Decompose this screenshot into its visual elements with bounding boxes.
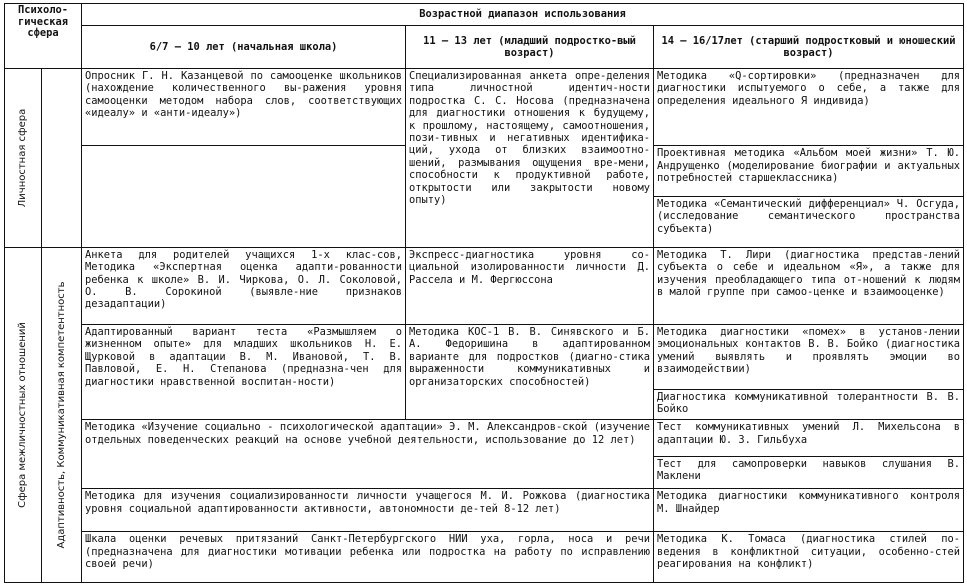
cell-inter-5-senior: Методика К. Томаса (диагностика стилей по-ведения в конфликтной ситуации, особенно-стей реагирования на конфликт): [654, 532, 964, 583]
subsphere-label-adaptivity: [42, 247, 82, 582]
methods-table: [4, 3, 964, 583]
cell-personal-primary-blank: [82, 146, 406, 248]
cell-personal-senior-1: Методика «Q-сортировки» (предназначен для диагностики испытуемого о себе, а также для определения идеального Я индивида): [654, 69, 964, 146]
header-col-junior-teen: 11 – 13 лет (младший подростко-вый возраст): [406, 26, 654, 69]
header-sphere: Психоло-гическая сфера: [5, 4, 82, 69]
sphere-label-interpersonal-text: Сфера межличностных отношений: [16, 321, 28, 508]
cell-inter-3-senior-2: Тест для самопроверки навыков слушания В. Маклени: [654, 456, 964, 489]
cell-personal-senior-3: Методика «Семантический дифференциал» Ч. Осгуда, (исследование семантического пространства субъекта): [654, 196, 964, 247]
sphere-label-interpersonal: [5, 247, 42, 582]
header-age-range: Возрастной диапазон использования: [82, 4, 964, 26]
cell-inter-1-primary: Анкета для родителей учащихся 1-х клас-сов, Методика «Экспертная оценка адапти-рованности ребенка к школе» В. И. Чиркова, О. Л. Соколовой, О. В. Сорокиной (выявле-ние признаков дезадаптации): [82, 247, 406, 324]
sphere-label-personal: [5, 69, 42, 248]
subsphere-label-adaptivity-text: Адаптивность, Коммуникативная компетентность: [55, 281, 67, 549]
cell-personal-primary: Опросник Г. Н. Казанцевой по самооценке школьников (нахождение количественного вы-ражения уровня самооценки методом набора слов, соответствующих «идеалу» и «анти-идеалу»): [82, 69, 406, 146]
cell-inter-4-primary-junior: Методика для изучения социализированности личности учащегося М. И. Рожкова (диагностика уровня социальной адаптированности активности, автономности де-тей 8-12 лет): [82, 489, 654, 532]
cell-personal-senior-2: Проективная методика «Альбом моей жизни» Т. Ю. Андрущенко (моделирование биографии и актуальных потребностей старшеклассника): [654, 146, 964, 197]
subsphere-blank-cell: [42, 69, 82, 248]
cell-inter-5-primary-junior: Шкала оценки речевых притязаний Санкт-Петербургского НИИ уха, горла, носа и речи (предназначена для диагностики мотивации ребенка или подростка на работу по исправлению своей речи): [82, 532, 654, 583]
cell-inter-2-primary: Адаптированный вариант теста «Размышляем о жизненном опыте» для младших школьников Н. Е. Щурковой в адаптации В. М. Ивановой, Т. В. Павловой, Е. Н. Степанова (предназна-чен для диагностики нравственной воспитан-ности): [82, 324, 406, 419]
methods-table-sheet: [4, 3, 963, 583]
cell-inter-1-senior: Методика Т. Лири (диагностика представ-лений субъекта о себе и идеальном «Я», а также для изучения преобладающего типа от-ношений к людям в малой группе при самоо-ценке и взаимооценке): [654, 247, 964, 324]
cell-inter-3-senior-1: Тест коммуникативных умений Л. Михельсона в адаптации Ю. З. Гильбуха: [654, 420, 964, 457]
header-col-primary-school: 6/7 – 10 лет (начальная школа): [82, 26, 406, 69]
cell-personal-junior: Специализированная анкета опре-деления типа личностной идентич-ности подростка С. С. Носова (предназначена для диагностики отношения к будущему, к прошлому, настоящему, самоотношения, пози-тивных и негативных идентифика-ций, ухода от близких взаимоотно-шений, размывания ощущения вре-мени, способности к продуктивной работе, открытости или закрытости новому опыту): [406, 69, 654, 248]
cell-inter-3-primary-junior: Методика «Изучение социально - психологической адаптации» Э. М. Александров-ской (изучение отдельных поведенческих реакций на основе учебной деятельности, использование до 12 лет): [82, 420, 654, 489]
cell-inter-4-senior: Методика диагностики коммуникативного контроля М. Шнайдер: [654, 489, 964, 532]
cell-inter-2-senior-1: Методика диагностики «помех» в установ-лении эмоциональных контактов В. В. Бойко (диагностика умений выявлять и проявлять эмоции во взаимодействии): [654, 324, 964, 389]
header-col-senior-teen: 14 – 16/17лет (старший подростковый и юношеский возраст): [654, 26, 964, 69]
cell-inter-2-senior-2: Диагностика коммуникативной толерантности В. В. Бойко: [654, 389, 964, 419]
sphere-label-personal-text: Личностная сфера: [16, 108, 28, 208]
cell-inter-2-junior: Методика КОС-1 В. В. Синявского и Б. А. Федоришина в адаптированном варианте для подростков (диагно-стика выраженности коммуникативных и организаторских способностей): [406, 324, 654, 419]
cell-inter-1-junior: Экспресс-диагностика уровня со-циальной изолированности личности Д. Рассела и М. Фергюссона: [406, 247, 654, 324]
